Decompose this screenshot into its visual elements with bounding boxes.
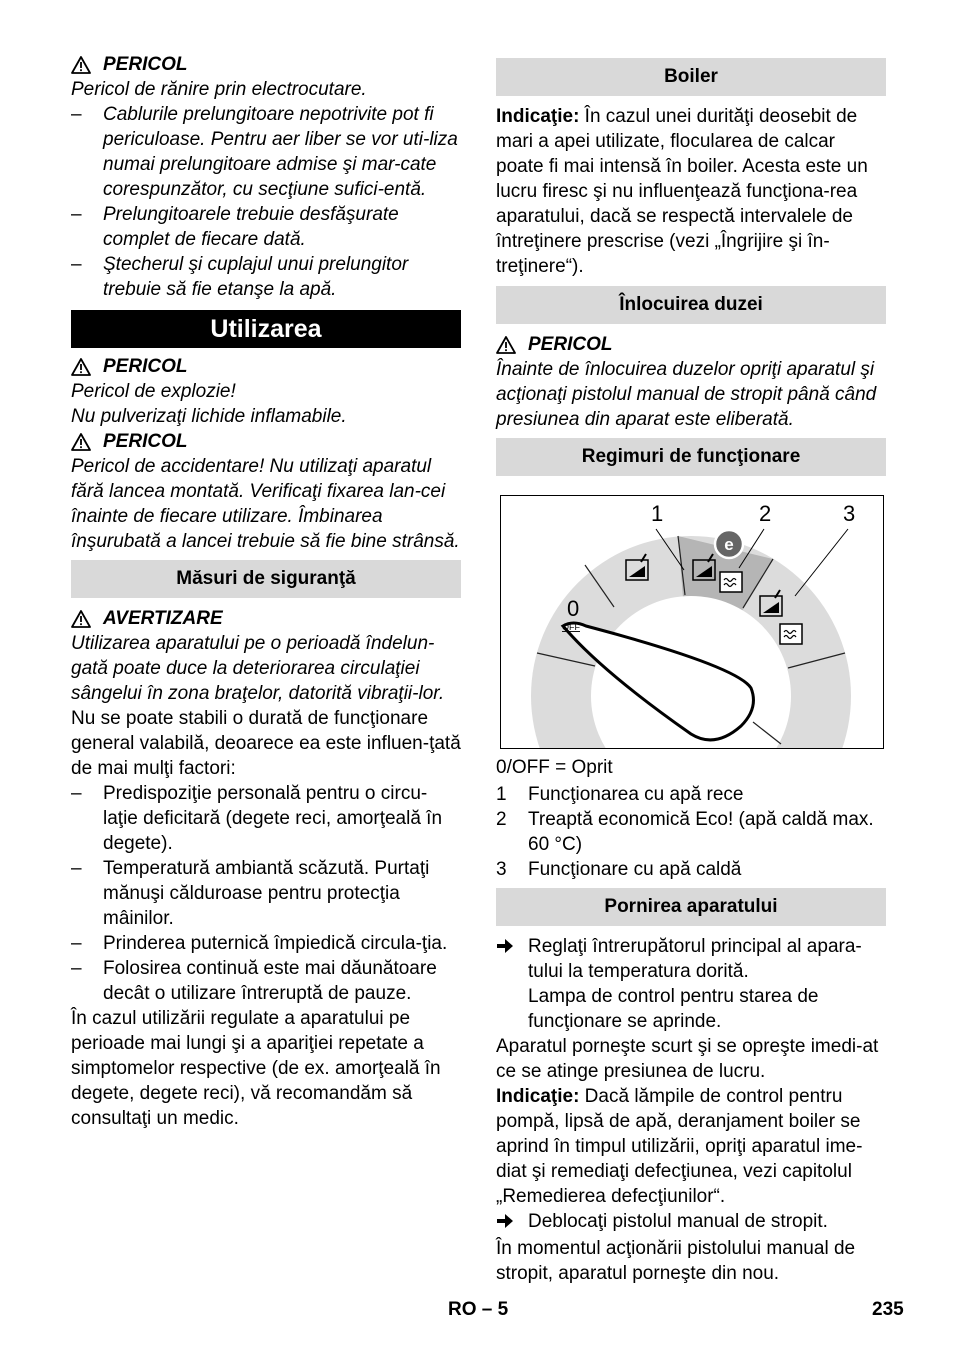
list-item: – Prinderea puternică împiedică circula-ţia. xyxy=(71,933,448,954)
subsection-title: Regimuri de funcţionare xyxy=(496,438,886,476)
eco-badge-icon xyxy=(715,530,743,558)
paragraph: În cazul utilizării regulate a aparatului pe perioade mai lungi şi a apariţiei repetate a simptomelor respective (de ex. amorţeală în degete, degete reci), vă recomandăm să consultaţi un medic. xyxy=(71,1008,441,1129)
legend-line: 0/OFF = Oprit xyxy=(496,757,613,778)
list-item: 2 Treaptă economică Eco! (apă caldă max. 60 °C) xyxy=(496,809,874,855)
subsection-title: Boiler xyxy=(496,58,886,96)
list-item: – Folosirea continuă este mai dăunătoare decât o utilizare întreruptă de pauze. xyxy=(71,958,437,1004)
paragraph: În momentul acţionării pistolului manual de stropit, aparatul porneşte din nou. xyxy=(496,1238,856,1284)
warning-text: Nu pulverizaţi lichide inflamabile. xyxy=(71,406,347,427)
subsection-title: Măsuri de siguranţă xyxy=(71,560,461,598)
step-item: Reglaţi întrerupătorul principal al apara-tului la temperatura dorită. xyxy=(496,934,886,984)
warning-text: Pericol de explozie! xyxy=(71,381,236,402)
list-item: – Cablurile prelungitoare nepotrivite pot fi periculoase. Pentru aer liber se vor uti-liza numai prelungitoare admise şi mar-cate corespunzător, cu secţiune sufici-entă. xyxy=(71,104,458,200)
warning-text: Utilizarea aparatului pe o perioadă îndelun-gată poate duce la deteriorarea circulaţiei sângelui în zona braţelor, datorită vibraţii-lor. xyxy=(71,633,445,704)
page-number: 235 xyxy=(872,1299,904,1320)
eco-badge-label: e xyxy=(724,535,734,554)
note-paragraph: Indicaţie: În cazul unei durităţi deosebit de mari a apei utilizate, flocularea de calcar poate fi mai intensă în boiler. Acesta este un lucru firesc şi nu influenţează funcţiona-rea aparatului, dacă se respectă intervalele de întreţinere prescrise (vezi „Îngrijire şi în-treţinere“). xyxy=(496,106,868,277)
step-note: Lampa de control pentru starea de funcţionare se aprinde. xyxy=(528,986,819,1032)
warning-heading: PERICOL xyxy=(71,52,461,77)
arrow-right-icon xyxy=(496,934,528,984)
paragraph: Nu se poate stabili o durată de funcţionare general valabilă, deoarece ea este influen-ţată de mai mulţi factori: xyxy=(71,708,461,779)
warning-heading: PERICOL xyxy=(71,354,461,379)
position-label-2: 2 xyxy=(759,501,772,526)
mode-switch-svg xyxy=(501,496,883,748)
warning-triangle-icon xyxy=(71,358,93,376)
right-column xyxy=(496,58,886,1286)
warning-triangle-icon xyxy=(71,610,93,628)
mode-switch-diagram xyxy=(500,495,884,749)
warning-triangle-icon xyxy=(71,433,93,451)
warning-heading: PERICOL xyxy=(496,332,886,357)
warning-text: Pericol de accidentare! Nu utilizaţi aparatul fără lancea montată. Verificaţi fixarea lan-cei înainte de fiecare utilizare. Îmbinarea înşurubată a lancei trebuie să fie bine strânsă. xyxy=(71,456,460,552)
position-label-1: 1 xyxy=(651,501,664,526)
arrow-right-icon xyxy=(496,1209,528,1236)
list-item: – Prelungitoarele trebuie desfăşurate complet de fiecare dată. xyxy=(71,204,399,250)
paragraph: Aparatul porneşte scurt şi se opreşte imedi-at ce se atinge presiunea de lucru. xyxy=(496,1036,879,1082)
warning-triangle-icon xyxy=(71,56,93,74)
page-label: RO – 5 xyxy=(448,1299,509,1320)
list-item: – Predispoziţie personală pentru o circu-laţie deficitară (degete reci, amorţeală în degete). xyxy=(71,783,443,854)
warning-triangle-icon xyxy=(496,336,518,354)
list-item: 1 Funcţionarea cu apă rece xyxy=(496,784,744,805)
warning-text: Înainte de înlocuirea duzelor opriţi aparatul şi acţionaţi pistolul manual de stropit până când presiunea din aparat este eliberată. xyxy=(496,359,877,430)
subsection-title: Pornirea aparatului xyxy=(496,888,886,926)
note-paragraph: Indicaţie: Dacă lămpile de control pentru pompă, lipsă de apă, deranjament boiler se aprind în timpul utilizării, opriţi aparatul ime-diat şi remediaţi defecţiunea, vezi capitolul „Remedierea defecţiunilor“. xyxy=(496,1086,863,1207)
warning-heading: AVERTIZARE xyxy=(71,606,461,631)
warning-text: Pericol de rănire prin electrocutare. xyxy=(71,79,367,100)
list-item: 3 Funcţionare cu apă caldă xyxy=(496,859,742,880)
list-item: – Ştecherul şi cuplajul unui prelungitor trebuie să fie etanşe la apă. xyxy=(71,254,409,300)
position-label-3: 3 xyxy=(843,501,856,526)
subsection-title: Înlocuirea duzei xyxy=(496,286,886,324)
position-label-off: OFF xyxy=(562,622,580,632)
section-title: Utilizarea xyxy=(71,310,461,348)
position-label-0: 0 xyxy=(567,596,580,621)
warning-heading: PERICOL xyxy=(71,429,461,454)
left-column xyxy=(71,52,461,1131)
step-item: Deblocaţi pistolul manual de stropit. xyxy=(496,1209,886,1236)
list-item: – Temperatură ambiantă scăzută. Purtaţi mănuşi călduroase pentru protecţia mâinilor. xyxy=(71,858,430,929)
